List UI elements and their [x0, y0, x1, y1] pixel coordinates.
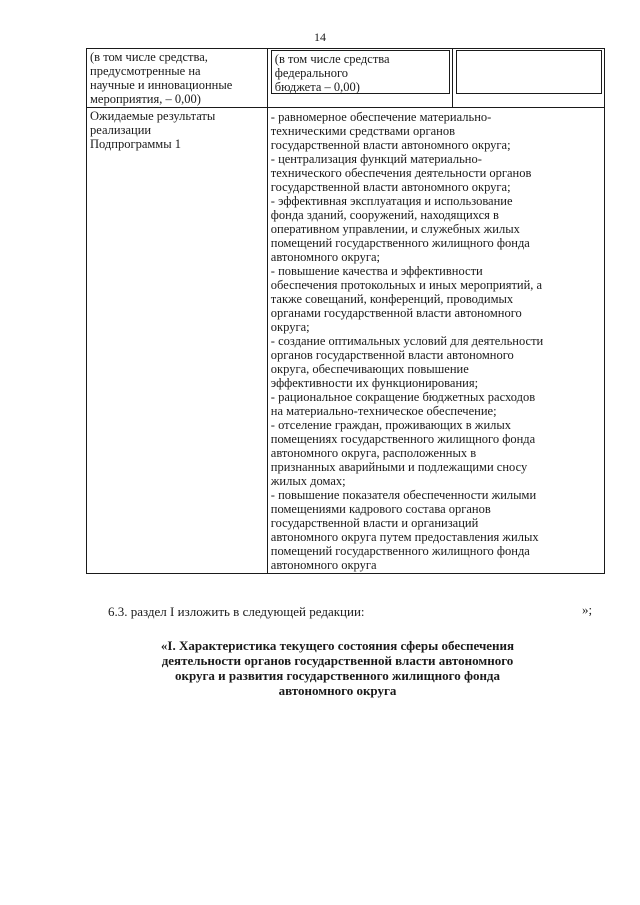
result-line: автономного округа;: [270, 250, 381, 264]
results-label-line: Подпрограммы 1: [90, 137, 181, 151]
funding-note-line: мероприятия, – 0,00): [90, 92, 201, 106]
page-number: 14: [314, 30, 326, 44]
result-line: - повышение качества и эффективности: [270, 264, 483, 278]
result-line: государственной власти и организаций: [270, 516, 479, 530]
result-line: также совещаний, конференций, проводимых: [270, 292, 514, 306]
heading-line: «I. Характеристика текущего состояния сферы обеспечения: [160, 638, 515, 653]
heading-line: автономного округа: [278, 683, 397, 698]
result-line: - отселение граждан, проживающих в жилых: [270, 418, 512, 432]
federal-budget-cell: [267, 49, 452, 108]
section-heading: [110, 638, 565, 698]
result-line: государственной власти автономного округа;: [270, 180, 511, 194]
result-line: - повышение показателя обеспеченности жилыми: [270, 488, 537, 502]
result-line: округа;: [270, 320, 310, 334]
result-line: - рациональное сокращение бюджетных расходов: [270, 390, 536, 404]
result-line: автономного округа, расположенных в: [270, 446, 477, 460]
empty-cell: [452, 49, 604, 108]
section-intro: 6.3. раздел I изложить в следующей редакции:: [108, 604, 365, 619]
empty-box: [456, 50, 602, 94]
heading-line: деятельности органов государственной власти автономного: [161, 653, 514, 668]
result-line: - равномерное обеспечение материально-: [270, 110, 492, 124]
result-line: техническими средствами органов: [270, 124, 456, 138]
funding-note-line: (в том числе средства,: [90, 50, 208, 64]
results-label-cell: [87, 108, 268, 574]
result-line: технического обеспечения деятельности органов: [270, 166, 532, 180]
results-label-line: реализации: [90, 123, 152, 137]
result-line: - эффективная эксплуатация и использование: [270, 194, 513, 208]
result-line: помещениях государственного жилищного фонда: [270, 432, 536, 446]
table-row-results: [87, 108, 605, 574]
result-line: помещениями кадрового состава органов: [270, 502, 491, 516]
result-line: государственной власти автономного округа;: [270, 138, 511, 152]
federal-budget-line: бюджета – 0,00): [274, 80, 360, 94]
federal-budget-line: федерального: [274, 66, 349, 80]
results-text-cell: [267, 108, 604, 574]
closing-quote: »;: [582, 602, 593, 617]
result-line: - создание оптимальных условий для деятельности: [270, 334, 544, 348]
result-line: эффективности их функционирования;: [270, 376, 479, 390]
result-line: - централизация функций материально-: [270, 152, 482, 166]
funding-note-line: предусмотренные на: [90, 64, 201, 78]
result-line: оперативном управлении, и служебных жилых: [270, 222, 520, 236]
funding-note-line: научные и инновационные: [90, 78, 233, 92]
program-table: [86, 48, 605, 574]
result-line: обеспечения протокольных и иных мероприятий, а: [270, 278, 543, 292]
result-line: органами государственной власти автономного: [270, 306, 522, 320]
heading-line: округа и развития государственного жилищного фонда: [174, 668, 501, 683]
funding-note-cell: [87, 49, 268, 108]
result-line: фонда зданий, сооружений, находящихся в: [270, 208, 499, 222]
table-row-funding: [87, 49, 605, 108]
result-line: признанных аварийными и подлежащими сносу: [270, 460, 528, 474]
federal-budget-box: [271, 50, 450, 94]
result-line: помещений государственного жилищного фонда: [270, 236, 530, 250]
result-line: на материально-техническое обеспечение;: [270, 404, 497, 418]
federal-budget-line: (в том числе средства: [274, 52, 390, 66]
result-line: помещений государственного жилищного фонда: [270, 544, 530, 558]
results-label-line: Ожидаемые результаты: [90, 109, 216, 123]
result-line: автономного округа: [270, 558, 377, 572]
result-line: органов государственной власти автономного: [270, 348, 514, 362]
result-line: жилых домах;: [270, 474, 346, 488]
result-line: округа, обеспечивающих повышение: [270, 362, 469, 376]
result-line: автономного округа путем предоставления жилых: [270, 530, 539, 544]
